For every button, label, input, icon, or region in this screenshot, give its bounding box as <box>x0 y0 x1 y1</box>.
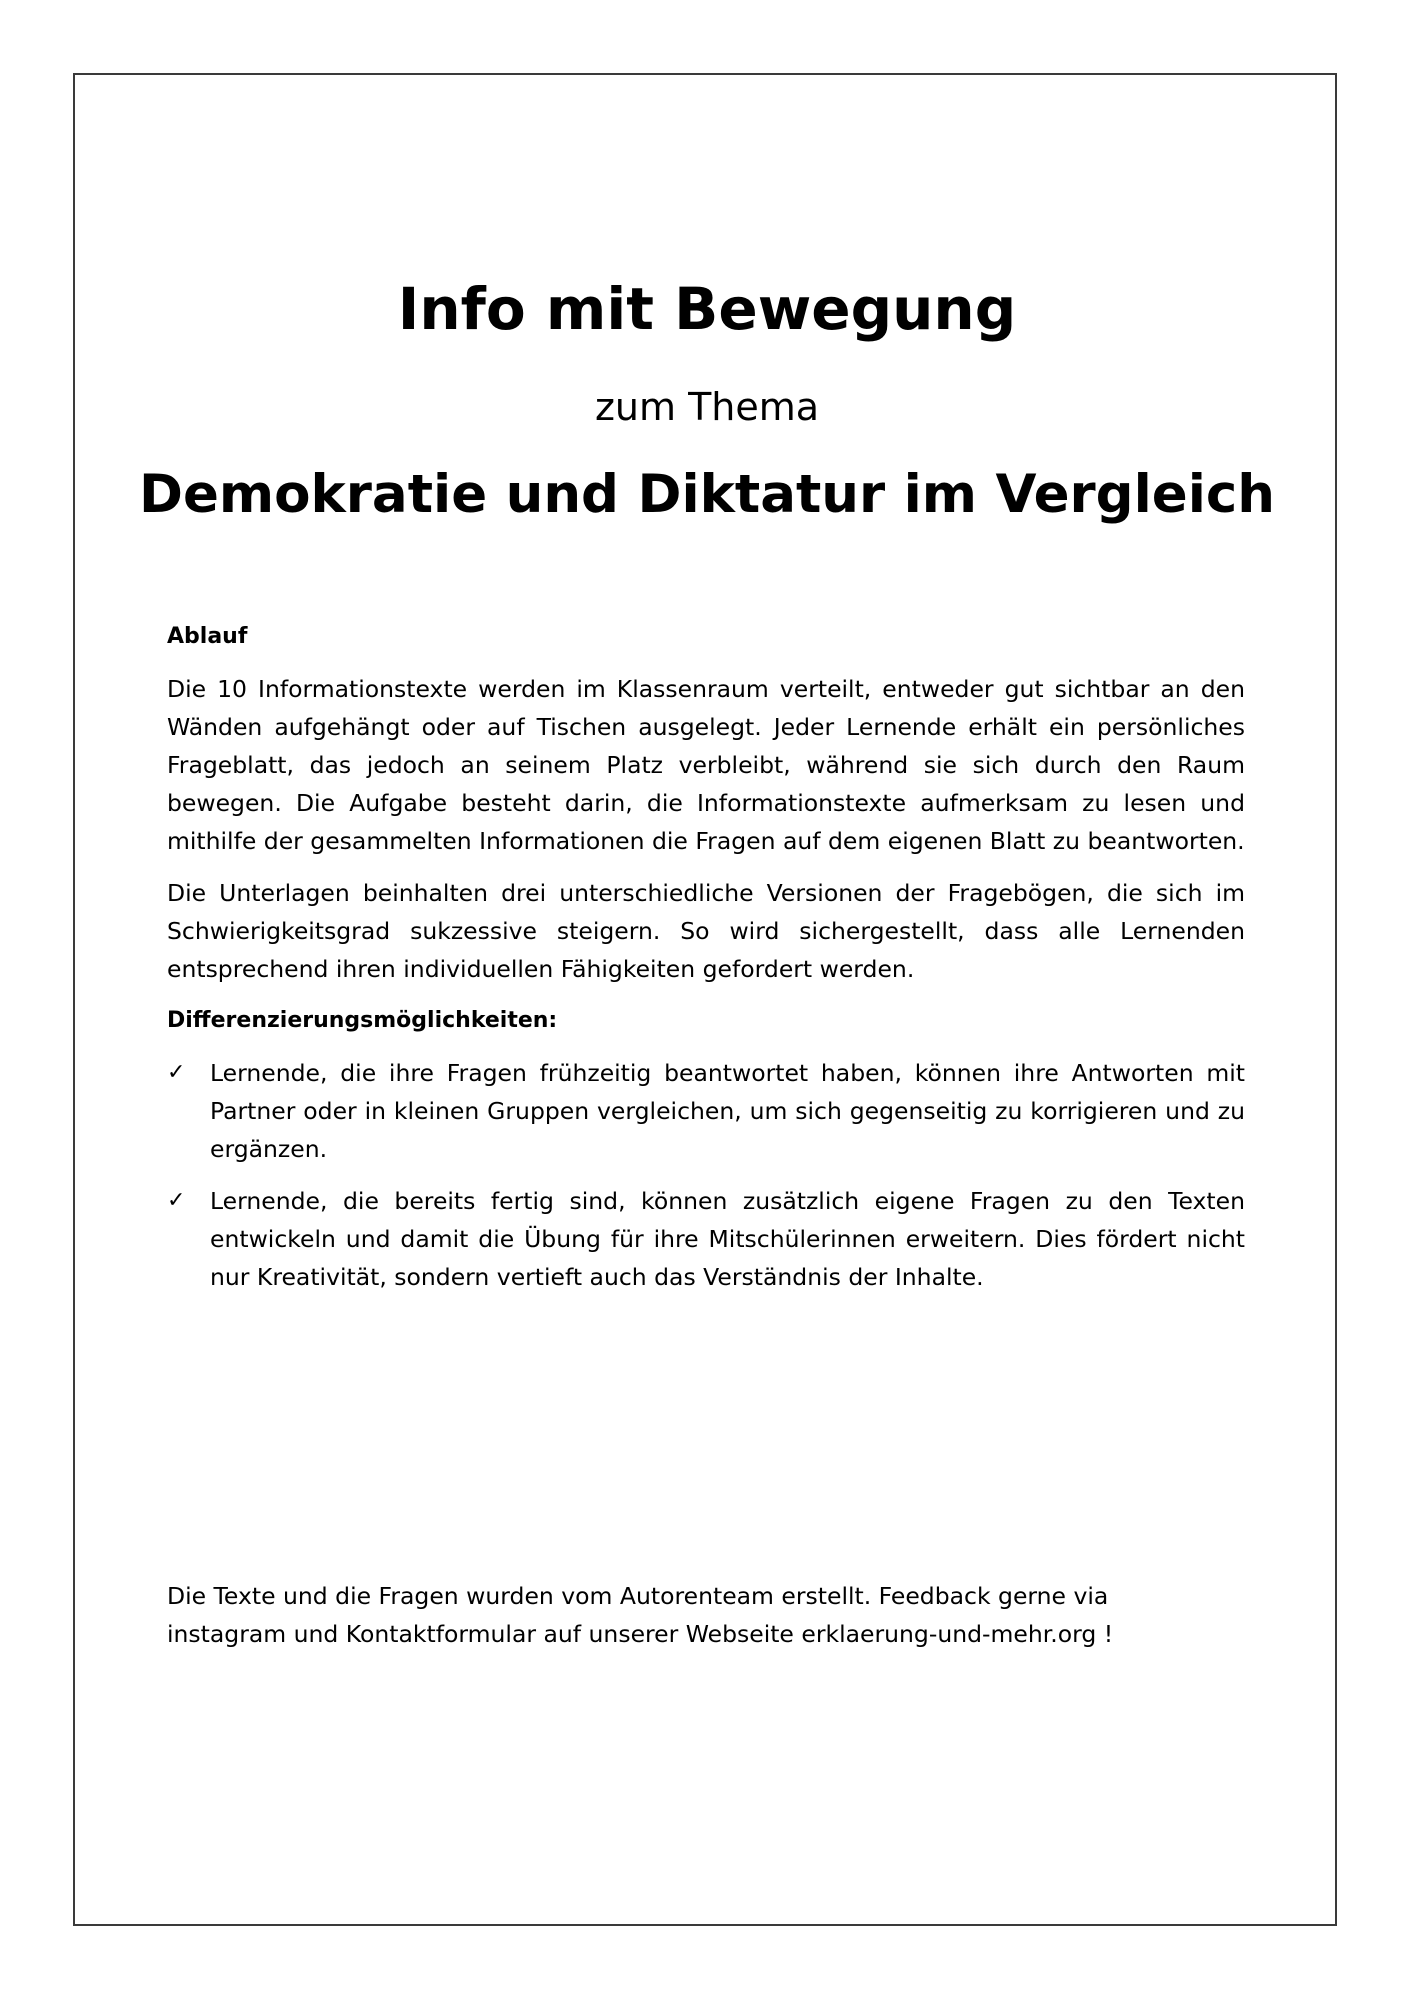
list-item <box>167 1182 1245 1296</box>
document-topic: Demokratie und Diktatur im Vergleich <box>138 464 1276 525</box>
footer-note <box>167 1577 1245 1653</box>
list-item <box>167 1054 1245 1168</box>
ablauf-paragraph-1: Die 10 Informationstexte werden im Klassenraum verteilt, entweder gut sichtbar an den Wänden aufgehängt oder auf Tischen ausgelegt. Jeder Lernende erhält ein persönliches Frageblatt, das jedoch an seinem Platz verbleibt, während sie sich durch den Raum bewegen. Die Aufgabe besteht darin, die Informationstexte aufmerksam zu lesen und mithilfe der gesammelten Informationen die Fragen auf dem eigenen Blatt zu beantworten. <box>167 675 1245 855</box>
footer-line-1: Die Texte und die Fragen wurden vom Autorenteam erstellt. Feedback gerne via <box>167 1582 1109 1610</box>
ablauf-paragraph-2: Die Unterlagen beinhalten drei unterschiedliche Versionen der Fragebögen, die sich im Schwierigkeitsgrad sukzessive steigern. So wird sichergestellt, dass alle Lernenden entsprechend ihren individuellen Fähigkeiten gefordert werden. <box>167 879 1245 983</box>
list-item-text: Lernende, die bereits fertig sind, können zusätzlich eigene Fragen zu den Texten entwickeln und damit die Übung für ihre Mitschülerinnen erweitern. Dies fördert nicht nur Kreativität, sondern vertieft auch das Verständnis der Inhalte. <box>210 1187 1245 1291</box>
main-content <box>167 618 1245 1310</box>
section-heading-differenzierung: Differenzierungsmöglichkeiten: <box>167 1008 558 1033</box>
document-subtitle: zum Thema <box>594 385 820 429</box>
footer-line-2: instagram und Kontaktformular auf unserer Webseite erklaerung-und-mehr.org ! <box>167 1620 1114 1648</box>
list-item-text: Lernende, die ihre Fragen frühzeitig beantwortet haben, können ihre Antworten mit Partner oder in kleinen Gruppen vergleichen, um sich gegenseitig zu korrigieren und zu ergänzen. <box>210 1059 1245 1163</box>
document-title: Info mit Bewegung <box>397 275 1017 343</box>
checkmark-icon: ✓ <box>167 1188 186 1213</box>
checkmark-icon: ✓ <box>167 1060 186 1085</box>
differenzierung-list <box>167 1054 1245 1296</box>
section-heading-ablauf: Ablauf <box>167 624 248 649</box>
